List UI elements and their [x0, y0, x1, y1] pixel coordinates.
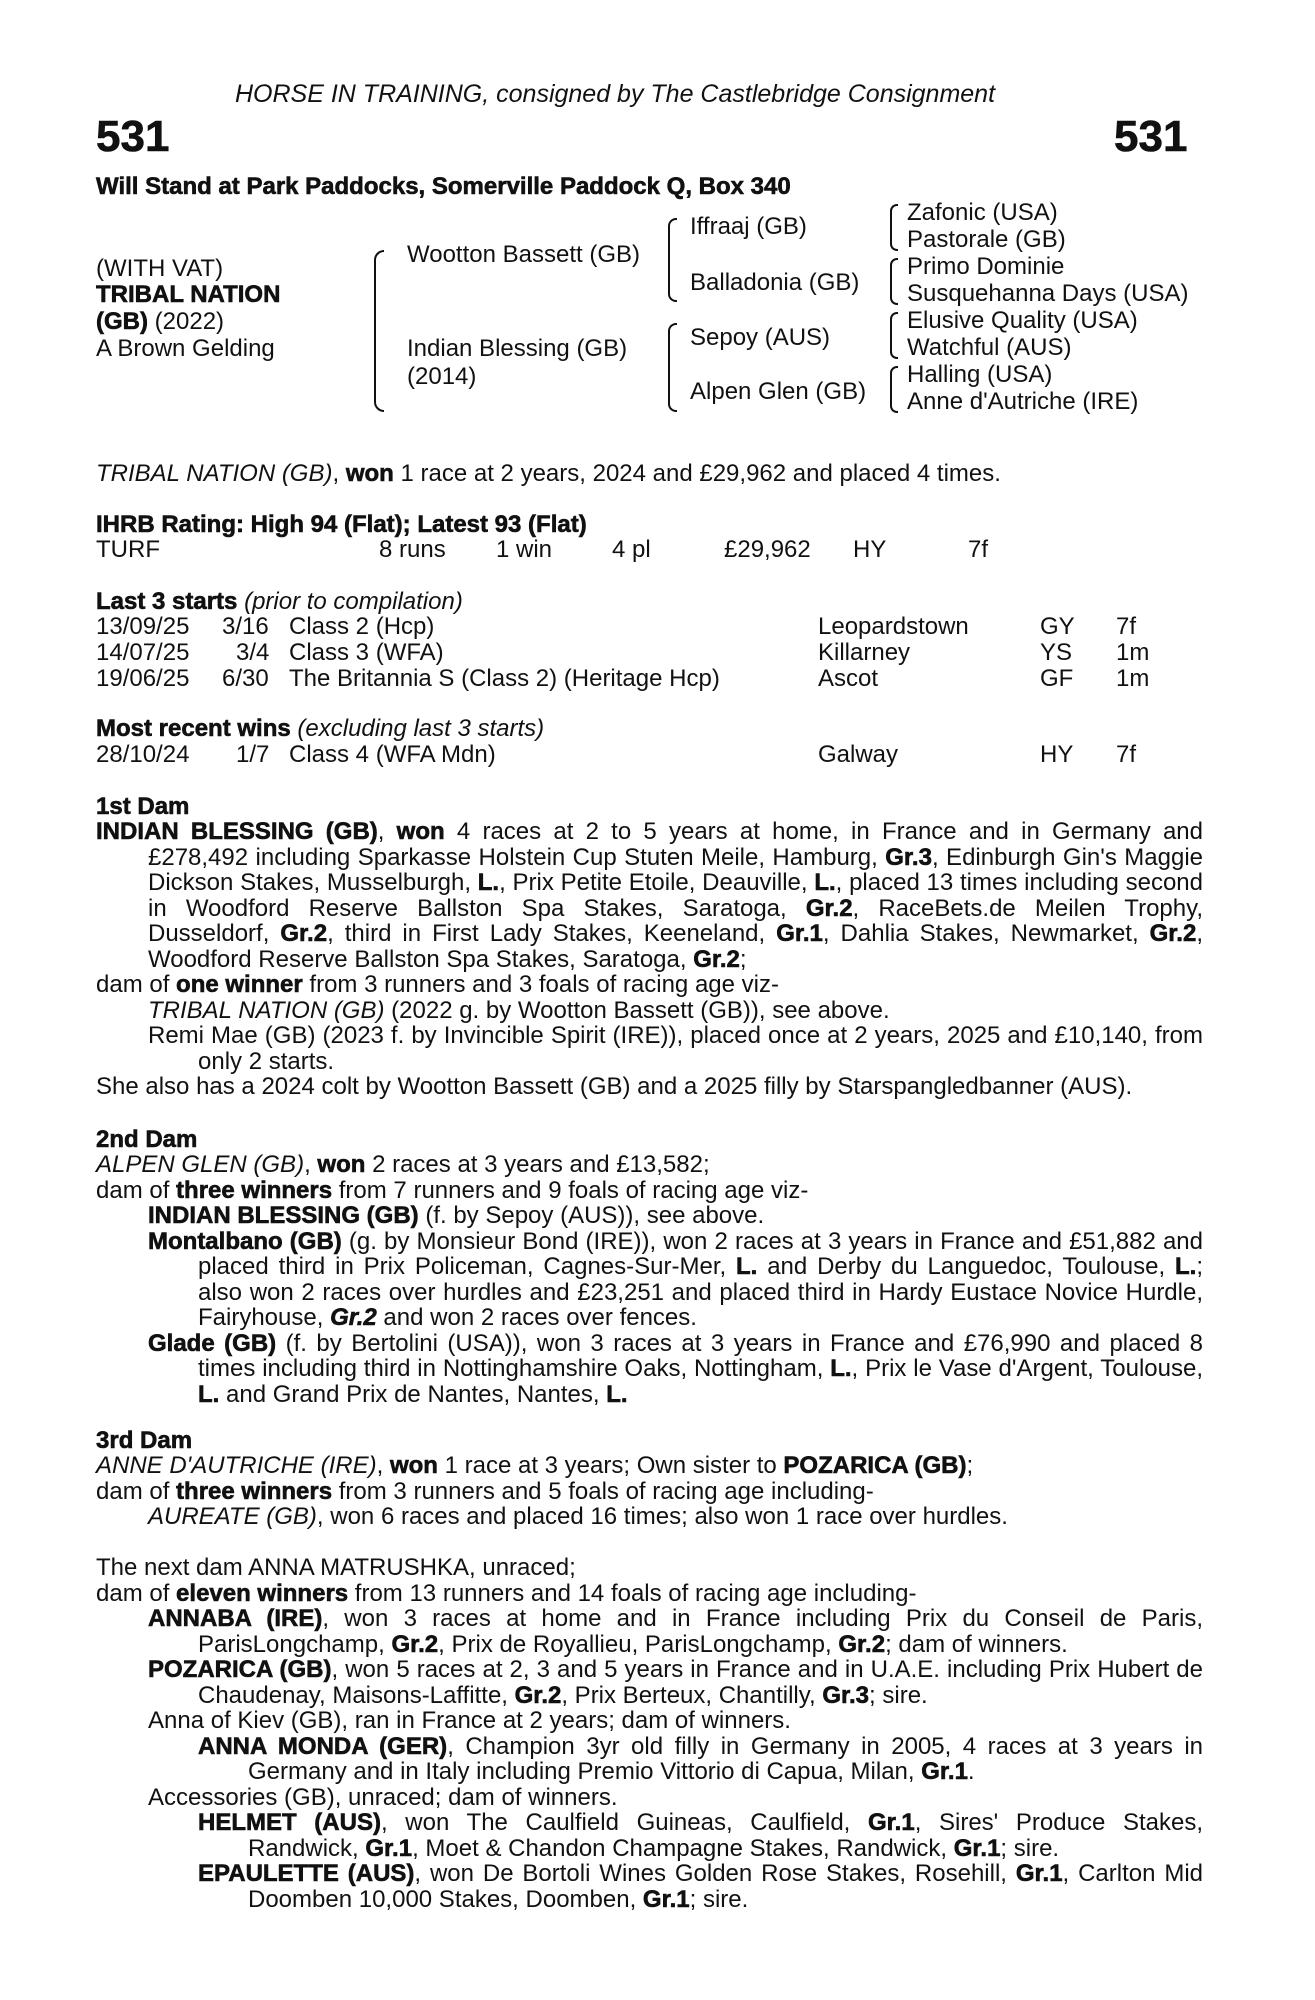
- pedigree-dss: Elusive Quality (USA): [907, 307, 1138, 334]
- pedigree-sire-sire: Iffraaj (GB): [690, 213, 807, 240]
- pedigree-sds: Primo Dominie: [907, 253, 1065, 280]
- dam3-winners: three winners: [176, 1477, 333, 1505]
- dam1-winners: one winner: [176, 971, 303, 998]
- pedigree-dam-year: (2014): [407, 363, 477, 390]
- pedigree-sire-dam: Balladonia (GB): [690, 269, 860, 296]
- pedigree-dam-dam: Alpen Glen (GB): [690, 378, 867, 405]
- ihrb-runs: 8 runs: [379, 536, 446, 563]
- pedigree-ddd: Anne d'Autriche (IRE): [907, 388, 1139, 415]
- consignment-line: HORSE IN TRAINING, consigned by The Castlebridge Consignment: [235, 80, 996, 108]
- row-going: GF: [1040, 665, 1074, 692]
- ihrb-places: 4 pl: [612, 536, 651, 563]
- recent-heading: Most recent wins: [96, 715, 291, 742]
- row-distance: 1m: [1116, 665, 1150, 692]
- row-course: Killarney: [818, 639, 911, 666]
- ihrb-going: HY: [853, 536, 887, 563]
- ihrb-earnings: £29,962: [724, 536, 811, 563]
- row-position: 3/4: [236, 639, 270, 666]
- pedigree-dam: Indian Blessing (GB): [407, 335, 628, 362]
- pedigree-dsd: Watchful (AUS): [907, 334, 1072, 361]
- lot-number-right: 531: [1114, 112, 1188, 161]
- progeny-anna-of-kiev: Anna of Kiev (GB), ran in France at 2 years; dam of winners.: [148, 1707, 791, 1734]
- dam2-winners: three winners: [176, 1176, 333, 1204]
- row-race: Class 4 (WFA Mdn): [289, 741, 496, 768]
- progeny-accessories: Accessories (GB), unraced; dam of winners.: [148, 1783, 618, 1811]
- row-course: Galway: [818, 741, 899, 768]
- pedigree-brace-main: [374, 250, 384, 412]
- pedigree-dam-sire: Sepoy (AUS): [690, 324, 831, 351]
- dam2-heading: 2nd Dam: [96, 1126, 198, 1153]
- dam4-record: The next dam ANNA MATRUSHKA, unraced; dam of eleven winners from 13 runners and 14 foals of racing age including- ANNABA (IRE), won 3 races at home and in France including Prix du Conseil de Paris, ParisLongchamp, Gr.2, Prix de Royallieu, ParisLongchamp, Gr.2; dam of winners. POZARICA (GB), won 5 races at 2, 3 and 5 years in France and in U.A.E. including Prix Hubert de Chaudenay, Maisons-Laffitte, Gr.2, Prix Berteux, Chantilly, Gr.3; sire. Anna of Kiev (GB), ran in France at 2 years; dam of winners. ANNA MONDA (GER), Champion 3yr old filly in Germany in 2005, 4 races at 3 years in Germany and in Italy including Premio Vittorio di Capua, Milan, Gr.1. Accessories (GB), unraced; dam of winners. HELMET (AUS), won The Caulfield Guineas, Caulfield, Gr.1, Sires' Produce Stakes, Randwick, Gr.1, Moet & Chandon Champagne Stakes, Randwick, Gr.1; sire. EPAULETTE (AUS), won De Bortoli Wines Golden Rose Stakes, Rosehill, Gr.1, Carlton Mid Doomben 10,000 Stakes, Doomben, Gr.1; sire.: [96, 1554, 1204, 1913]
- horse-name: TRIBAL NATION: [96, 281, 281, 308]
- row-going: YS: [1040, 639, 1073, 666]
- progeny-name: Glade (GB): [148, 1329, 277, 1357]
- horse-origin: (GB): [96, 308, 148, 335]
- progeny-name: INDIAN BLESSING (GB): [148, 1202, 419, 1229]
- row-date: 13/09/25: [96, 613, 190, 640]
- horse-description: A Brown Gelding: [96, 335, 275, 362]
- dam1-heading: 1st Dam: [96, 793, 190, 820]
- row-position: 6/30: [222, 665, 269, 692]
- pedigree-brace-sd: [890, 258, 898, 305]
- progeny-name: AUREATE (GB): [148, 1503, 317, 1530]
- dam3-name: ANNE D'AUTRICHE (IRE): [96, 1452, 377, 1479]
- race-summary: TRIBAL NATION (GB), won 1 race at 2 years, 2024 and £29,962 and placed 4 times.: [96, 460, 1001, 487]
- row-position: 1/7: [236, 741, 270, 768]
- dam4-intro: The next dam ANNA MATRUSHKA, unraced;: [96, 1554, 576, 1581]
- progeny-name: ANNA MONDA (GER): [198, 1732, 448, 1760]
- progeny-name: POZARICA (GB): [148, 1656, 332, 1683]
- progeny-remi-mae: Remi Mae (GB) (2023 f. by Invincible Spirit (IRE)), placed once at 2 years, 2025 and £10,140, from only 2 starts.: [148, 1022, 1203, 1075]
- dam1-won: won: [396, 818, 445, 845]
- pedigree-brace-dam: [668, 323, 677, 412]
- dam3-record: ANNE D'AUTRICHE (IRE), won 1 race at 3 years; Own sister to POZARICA (GB); dam of three winners from 3 runners and 5 foals of racing age including- AUREATE (GB), won 6 races and placed 16 times; also won 1 race over hurdles.: [96, 1452, 1008, 1530]
- row-date: 19/06/25: [96, 665, 190, 692]
- last3-heading: Last 3 starts: [96, 588, 238, 615]
- recent-subheading: (excluding last 3 starts): [297, 715, 545, 742]
- ihrb-surface: TURF: [96, 536, 160, 563]
- dam3-heading: 3rd Dam: [96, 1427, 193, 1454]
- row-distance: 7f: [1116, 613, 1137, 640]
- row-going: HY: [1040, 741, 1074, 768]
- recent-title: [96, 716, 544, 742]
- dam2-name: ALPEN GLEN (GB): [96, 1151, 305, 1178]
- ihrb-rating: IHRB Rating: High 94 (Flat); Latest 93 (Flat): [96, 511, 587, 538]
- row-date: 14/07/25: [96, 639, 190, 666]
- horse-year: (2022): [154, 308, 225, 335]
- progeny-name: TRIBAL NATION (GB): [148, 996, 385, 1024]
- summary-rest: 1 race at 2 years, 2024 and £29,962 and placed 4 times.: [393, 460, 1001, 487]
- pedigree-brace-ds: [890, 312, 898, 359]
- row-date: 28/10/24: [96, 741, 190, 768]
- dam1-record: INDIAN BLESSING (GB), won 4 races at 2 to 5 years at home, in France and in Germany and £278,492 including Sparkasse Holstein Cup Stuten Meile, Hamburg, Gr.3, Edinburgh Gin's Maggie Dickson Stakes, Musselburgh, L., Prix Petite Etoile, Deauville, L., placed 13 times including second in Woodford Reserve Ballston Spa Stakes, Saratoga, Gr.2, RaceBets.de Meilen Trophy, Dusseldorf, Gr.2, third in First Lady Stakes, Keeneland, Gr.1, Dahlia Stakes, Newmarket, Gr.2, Woodford Reserve Ballston Spa Stakes, Saratoga, Gr.2; dam of one winner from 3 runners and 3 foals of racing age viz- TRIBAL NATION (GB) (2022 g. by Wootton Bassett (GB)), see above. Remi Mae (GB) (2023 f. by Invincible Spirit (IRE)), placed once at 2 years, 2025 and £10,140, from only 2 starts. She also has a 2024 colt by Wootton Bassett (GB) and a 2025 filly by Starspangledbanner (AUS).: [96, 818, 1204, 1100]
- progeny-name: EPAULETTE (AUS): [198, 1860, 415, 1887]
- row-distance: 7f: [1116, 741, 1137, 768]
- row-course: Leopardstown: [818, 613, 969, 640]
- summary-won: won: [345, 460, 394, 487]
- dam4-winners: eleven winners: [176, 1579, 349, 1607]
- row-race: Class 3 (WFA): [289, 639, 444, 666]
- progeny-name: ANNABA (IRE): [148, 1605, 323, 1632]
- row-race: The Britannia S (Class 2) (Heritage Hcp): [289, 665, 720, 692]
- pedigree-sire: Wootton Bassett (GB): [407, 241, 640, 268]
- ihrb-distance: 7f: [968, 536, 989, 563]
- summary-horse-name: TRIBAL NATION (GB): [96, 460, 333, 487]
- ihrb-wins: 1 win: [496, 536, 553, 563]
- pedigree-sss: Zafonic (USA): [907, 199, 1058, 226]
- dam2-record: ALPEN GLEN (GB), won 2 races at 3 years and £13,582; dam of three winners from 7 runners and 9 foals of racing age viz- INDIAN BLESSING (GB) (f. by Sepoy (AUS)), see above. Montalbano (GB) (g. by Monsieur Bond (IRE)), won 2 races at 3 years in France and £51,882 and placed third in Prix Policeman, Cagnes-Sur-Mer, L. and Derby du Languedoc, Toulouse, L.; also won 2 races over hurdles and £23,251 and placed third in Hardy Eustace Novice Hurdle, Fairyhouse, Gr.2 and won 2 races over fences. Glade (GB) (f. by Bertolini (USA)), won 3 races at 3 years in France and £76,990 and placed 8 times including third in Nottinghamshire Oaks, Nottingham, L., Prix le Vase d'Argent, Toulouse, L. and Grand Prix de Nantes, Nantes, L.: [96, 1151, 1204, 1408]
- dam1-also: She also has a 2024 colt by Wootton Bassett (GB) and a 2025 filly by Starspangledbanner (AUS).: [96, 1073, 1133, 1100]
- stand-location: Will Stand at Park Paddocks, Somerville Paddock Q, Box 340: [96, 173, 791, 200]
- row-distance: 1m: [1116, 639, 1150, 666]
- pedigree-brace-sire: [668, 218, 677, 302]
- vat-label: (WITH VAT): [96, 255, 224, 282]
- pedigree-ssd: Pastorale (GB): [907, 226, 1066, 253]
- horse-origin-year: [96, 309, 224, 335]
- pedigree-brace-dd: [890, 366, 898, 413]
- pedigree-sdd: Susquehanna Days (USA): [907, 280, 1189, 307]
- last3-title: [96, 589, 463, 615]
- pedigree-brace-ss: [890, 204, 898, 251]
- progeny-name: HELMET (AUS): [198, 1809, 381, 1836]
- row-position: 3/16: [222, 613, 269, 640]
- row-race: Class 2 (Hcp): [289, 613, 435, 640]
- last3-subheading: (prior to compilation): [244, 588, 463, 615]
- row-going: GY: [1040, 613, 1075, 640]
- pedigree-dds: Halling (USA): [907, 361, 1053, 388]
- lot-number-left: 531: [96, 112, 170, 161]
- progeny-name: Montalbano (GB): [148, 1227, 342, 1255]
- dam1-name: INDIAN BLESSING (GB): [96, 818, 378, 845]
- row-course: Ascot: [818, 665, 879, 692]
